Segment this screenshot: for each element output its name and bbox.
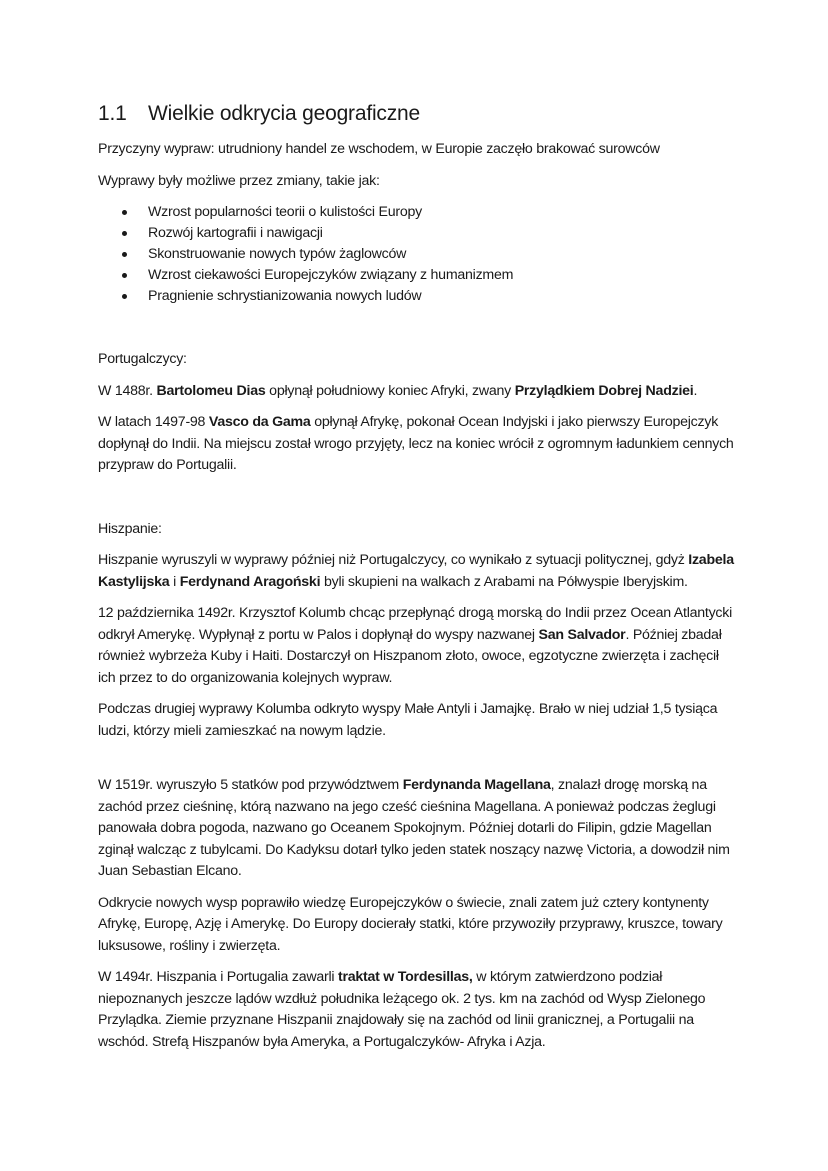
bold-name: Ferdynand Aragoński bbox=[179, 573, 321, 590]
spain-label: Hiszpanie: bbox=[98, 520, 162, 537]
spacer bbox=[98, 487, 738, 519]
bold-place: Przylądkiem Dobrej Nadziei bbox=[514, 382, 694, 399]
second-voyage-paragraph: Podczas drugiej wyprawy Kolumba odkryto wyspy Małe Antyli i Jamajkę. Brało w niej udział 1,5 tysiąca ludzi, którzy mieli zamieszkać na nowym lądzie. bbox=[98, 701, 718, 739]
section-number: 1.1 bbox=[98, 102, 127, 125]
section-heading bbox=[98, 100, 738, 128]
gama-paragraph: W latach 1497-98 Vasco da Gama opłynął Afrykę, pokonał Ocean Indyjski i jako pierwszy Europejczyk dopłynął do Indii. Na miejscu został wrogo przyjęty, lecz na koniec wrócił z ogromnym ładunkiem cennych przypraw do Portugalii. bbox=[98, 414, 734, 473]
bullet-icon bbox=[122, 273, 127, 278]
list-item: Rozwój kartografii i nawigacji bbox=[98, 223, 738, 244]
bold-name: Ferdynanda Magellana bbox=[402, 777, 551, 793]
tordesillas-paragraph: W 1494r. Hiszpania i Portugalia zawarli traktat w Tordesillas, w którym zatwierdzono podział niepoznanych jeszcze lądów wzdłuż południka leżącego ok. 2 tys. km na zachód od Wysp Zielonego Przylądka. Ziemie przyznane Hiszpanii znajdowały się na zachód od linii granicznej, a Portugalii na wschód. Strefą Hiszpanów była Ameryka, a Portugalczyków- Afryka i Azja. bbox=[98, 969, 706, 1050]
section-title: Wielkie odkrycia geograficzne bbox=[148, 102, 420, 125]
spacer bbox=[98, 752, 738, 775]
effects-paragraph: Odkrycie nowych wysp poprawiło wiedzę Europejczyków o świecie, znali zatem już cztery kontynenty Afrykę, Europę, Azję i Amerykę. Do Europy docierały statki, które przywoziły przyprawy, kruszce, towary luksusowe, rośliny i zwierzęta. bbox=[98, 894, 723, 954]
spacer bbox=[98, 317, 738, 349]
portugal-label: Portugalczycy: bbox=[98, 351, 187, 367]
list-item: Wzrost ciekawości Europejczyków związany z humanizmem bbox=[98, 265, 738, 286]
bullet-icon bbox=[122, 294, 127, 299]
changes-lead-paragraph: Wyprawy były możliwe przez zmiany, takie jak: bbox=[98, 172, 380, 189]
list-item: Skonstruowanie nowych typów żaglowców bbox=[98, 244, 738, 265]
spain-politics-paragraph: Hiszpanie wyruszyli w wyprawy później niż Portugalczycy, co wynikało z sytuacji politycznej, gdyż Izabela Kastylijska i Ferdynand Aragoński byli skupieni na walkach z Arabami na Półwyspie Iberyjskim. bbox=[98, 552, 734, 590]
list-item: Pragnienie schrystianizowania nowych ludów bbox=[98, 286, 738, 307]
bold-place: San Salvador bbox=[538, 626, 626, 643]
bullet-icon bbox=[122, 210, 127, 215]
bullet-icon bbox=[122, 231, 127, 236]
bold-name: Vasco da Gama bbox=[208, 414, 311, 430]
list-item: Wzrost popularności teorii o kulistości Europy bbox=[98, 202, 738, 223]
bold-name: Izabela Kastylijska bbox=[98, 552, 734, 590]
causes-paragraph: Przyczyny wypraw: utrudniony handel ze wschodem, w Europie zaczęło brakować surowców bbox=[98, 141, 660, 157]
document-page bbox=[98, 100, 738, 1063]
magellan-paragraph: W 1519r. wyruszyło 5 statków pod przywództwem Ferdynanda Magellana, znalazł drogę morską na zachód przez cieśninę, którą nazwano na jego cześć cieśnina Magellana. A ponieważ podczas żeglugi panowała dobra pogoda, nazwano go Oceanem Spokojnym. Później dotarli do Filipin, gdzie Magellan zginął walcząc z tubylcami. Do Kadyksu dotarł tylko jeden statek noszący nazwę Victoria, a dowodził nim Juan Sebastian Elcano. bbox=[98, 777, 730, 879]
bold-treaty: traktat w Tordesillas, bbox=[337, 969, 473, 985]
bold-name: Bartolomeu Dias bbox=[156, 382, 266, 399]
dias-paragraph: W 1488r. Bartolomeu Dias opłynął południowy koniec Afryki, zwany Przylądkiem Dobrej Nadziei. bbox=[98, 382, 698, 399]
columbus-paragraph: 12 października 1492r. Krzysztof Kolumb chcąc przepłynąć drogą morską do Indii przez Ocean Atlantycki odkrył Amerykę. Wypłynął z portu w Palos i dopłynął do wyspy nazwanej San Salvador. Później zbadał również wybrzeża Kuby i Haiti. Dostarczył on Hiszpanom złoto, owoce, egzotyczne zwierzęta i zachęcił ich przez to do organizowania kolejnych wypraw. bbox=[98, 605, 733, 686]
changes-list bbox=[98, 202, 738, 307]
bullet-icon bbox=[122, 252, 127, 257]
